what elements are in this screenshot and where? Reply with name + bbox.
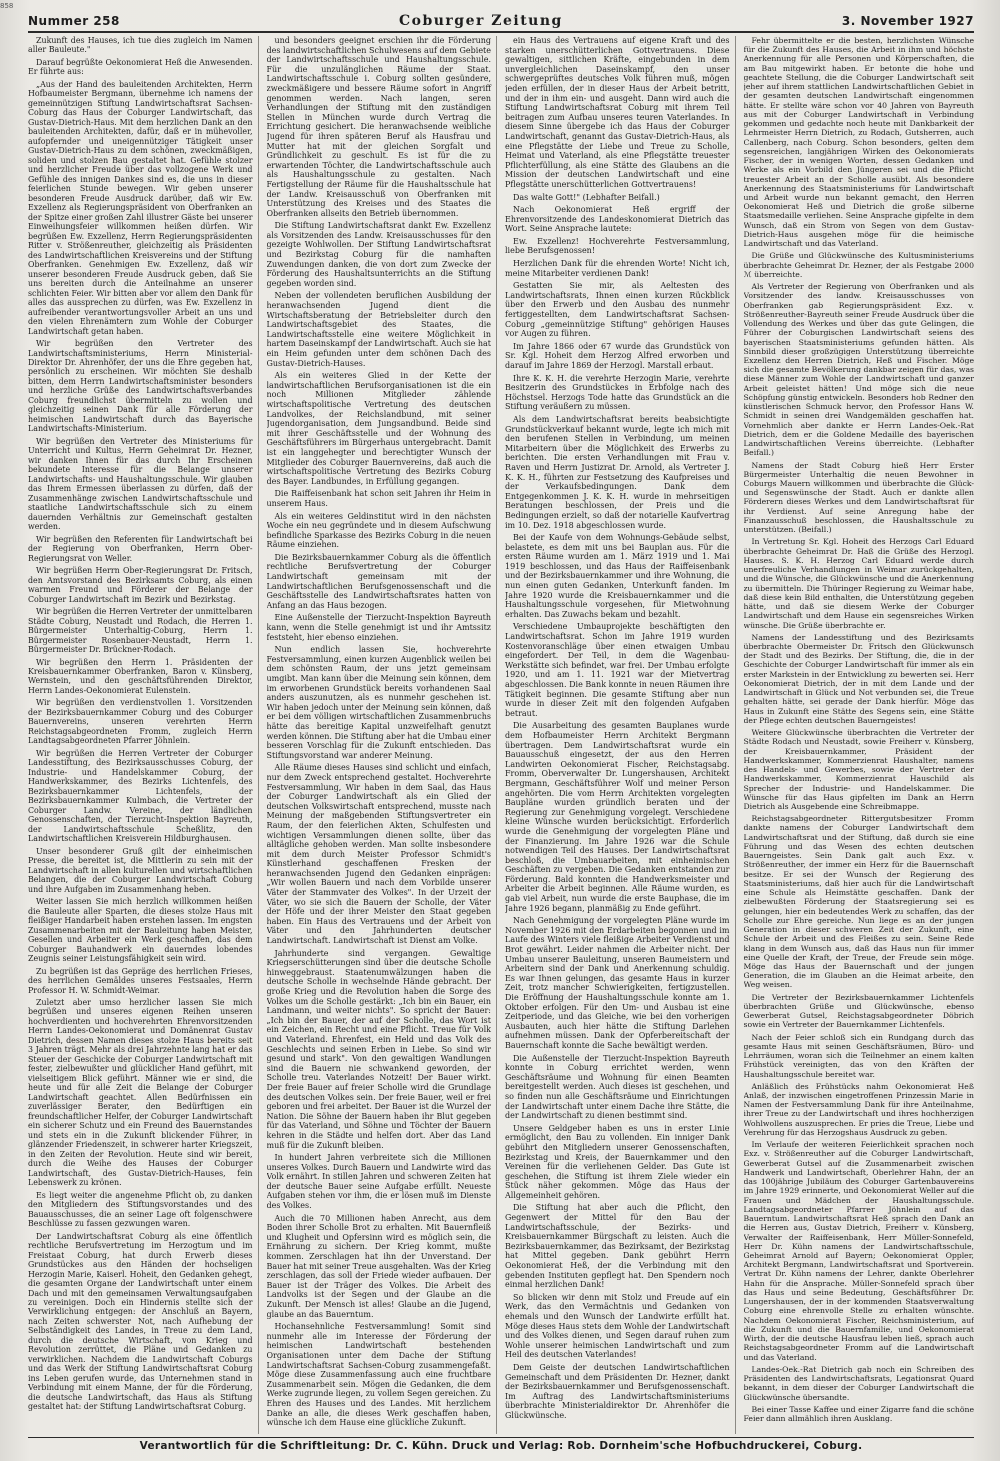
paragraph: Jahrhunderte sind vergangen. Gewaltige Kriegserschütterungen sind über die deutsche Scholle hinweggebraust. Staatenumwälzungen haben die deutsche Scholle in wechselnde Hände gebracht. Der große Krieg und die Revolution haben die Sorge des Volkes um die Scholle gestärkt: „Ich bin ein Bauer, ein Landmann, und weiter nichts". So spricht der Bauer: „Ich bin der Bauer, der auf der Scholle, das Wort ist ein Zeichen, ein Recht und eine Pflicht. Treue für Volk und Vaterland. Ehrenfest, ein Held und das Volk des Geschlechts und seinen Erben in Liebe. So sind wir gesund und stark". Von den gewaltigen Wandlungen sind die Bauern nie schwankend geworden, der Scholle treu. Vaterlandes Notzeit! Der Bauer wirkt. Der freie Bauer auf freier Scholle wird die Grundlage des deutschen Volkes sein. Der freie Bauer, weil er frei geboren und frei arbeitet. Der Bauer ist die Wurzel der Nation. Die Söhne der Bauern haben ihr Blut gegeben für das Vaterland, und Söhne und Töchter der Bauern kehren in die Städte und helfen dort. Aber das Land muß für die Zukunft bleiben. (266, 948, 491, 1150)
paragraph: Weiter lassen Sie mich herzlich willkommen heißen die Bauleute aller Sparten, die dieses stolze Haus mit fleißiger Handarbeit haben erstehen lassen. Im engsten Zusammenarbeiten mit der Bauleitung haben Meister, Gesellen und Arbeiter ein Werk geschaffen, das dem Coburger Bauhandwerk ein dauerndes lobendes Zeugnis seiner Leistungsfähigkeit sein wird. (28, 897, 253, 964)
paragraph: Landes-Oek.-Rat Dietrich gab noch ein Schreiben des Präsidenten des Landwirtschaftsrats, Legationsrat Quard bekannt, in dem dieser der Coburger Landwirtschaft die Glückwünsche übersandte. (743, 1364, 974, 1402)
paragraph: Herzlichen Dank für die ehrenden Worte! Nicht ich, meine Mitarbeiter verdienen Dank! (505, 259, 730, 278)
paragraph: Die Vertreter der Bezirksbauernkammer Lichtenfels überbrachten Grüße und Glückwünsche, ebenso Gewerberat Gutsel, Reichstagsabgeordneter Döbrich sowie ein Vertreter der Bauernkammer Lichtenfels. (743, 992, 974, 1030)
paragraph: „Aus der Hand des bauleitenden Architekten, Herrn Hofbaumeister Bergmann, übernehme ich namens der gemeinnützigen Stiftung Landwirtschaftsrat Sachsen-Coburg das Haus der Coburger Landwirtschaft, das Gustav-Dietrich-Haus. Mit dem herzlichen Dank an den bauleitenden Architekten, dafür, daß er in mühevoller, aufopfernder und uneigennütziger Tätigkeit unser Gustav-Dietrich-Haus zu dem schönen, zweckmäßigen, soliden und stolzen Bau gestaltet hat. Gefühle stolzer und herzlicher Freude über das vollzogene Werk und Gefühle des innigen Dankes sind es, die uns in dieser feierlichen Stunde bewegen. Wir geben unserer besonderen Freude Ausdruck darüber, daß wir Ew. Exzellenz als Regierungspräsident von Oberfranken an der Spitze einer großen Zahl illustrer Gäste bei unserer Einweihungsfeier willkommen heißen dürfen. Wir begrüßen Ew. Exzellenz, Herrn Regierungspräsidenten Ritter v. Strößenreuther, gleichzeitig als Präsidenten des Landwirtschaftlichen Kreisvereins und der Stiftung Oberfranken. Genehmigen Ew. Exzellenz, daß wir unserer besonderen Freude Ausdruck geben, daß Sie uns bereiten durch die Anteilnahme an unserer schlichten Feier. Wir bitten aber vor allem den Dank für alles das aussprechen zu dürfen, was Ew. Exzellenz in aufreibender verantwortungsvoller Arbeit an uns und den vielen Ehrenämtern zum Wohle der Coburger Landwirtschaft getan haben. (28, 79, 253, 336)
paragraph: Das walte Gott!" (Lebhafter Beifall.) (513, 192, 660, 202)
paragraph: Wir begrüßen Herrn Ober-Regierungsrat Dr. Fritsch, den Amtsvorstand des Bezirksamts Coburg, als einen warmen Freund und Förderer der Belange der Coburger Landwirtschaft im Bezirk und Bezirkstag. (28, 566, 253, 604)
paragraph: Zukunft des Hauses, ich tue dies zugleich im Namen aller Bauleute." (28, 36, 253, 55)
imprint-footer: Verantwortlich für die Schriftleitung: Dr. C. Kühn. Druck und Verlag: Rob. Dornheim'sche Hofbuchdruckerei, Coburg. (139, 1440, 863, 1452)
paragraph: Die Außenstelle der Tierzucht-Inspektion Bayreuth konnte in Coburg errichtet werden, wenn Geschäftsräume und Wohnung für einen Beamten bereitgestellt werden. Auch dieses ist geschehen, und so finden nun alle Geschäftsräume und Einrichtungen der Landwirtschaft unter einem Dache ihre Stätte, die der Landwirtschaft zu dienen bestimmt sind. (505, 1053, 730, 1121)
paragraph: Hochansehnliche Festversammlung! Somit sind nunmehr alle im Interesse der Förderung der heimischen Landwirtschaft bestehenden Organisationen unter dem Dache der Stiftung Landwirtschaftsrat Sachsen-Coburg zusammengefaßt. Möge diese Zusammenfassung auch eine fruchtbare Zusammenarbeit sein. Mögen die Gedanken, die dem Werke zugrunde liegen, zu vollem Segen gereichen. Zu Ehren des Hauses und des Landes. Mit herzlichem Danke an alle, die dieses Werk geschaffen haben, wünsche ich dem Hause eine glückliche Zukunft. (266, 1322, 491, 1428)
paragraph: Reichstagsabgeordneter Rittergutsbesitzer Fromm dankte namens der Coburger Landwirtschaft dem Landwirtschaftsrat und der Stiftung, daß durch sie eine Führung und das Wesen des echten deutschen Bauerngeistes. Sein Dank galt auch Exz. v. Strößenreuther, der immer ein Herz für die Bauernschaft besitze. Er sei der Wunsch der Regierung des Staatsministeriums, daß hier auch für die Landwirtschaft eine Schule als Heimstätte geschaffen. Dank der zielbewußten Förderung der Staatsregierung sei es gelungen, hier ein bedeutendes Werk zu schaffen, das der Scholle zur Ehre gereiche. Nun liege es an der jungen Generation in dieser schweren Zeit der Zukunft, eine Schule der Arbeit und des Fleißes zu sein. Seine Rede klang in dem Wunsch aus, daß das Haus nun für immer eine Quelle der Kraft, der Treue, der Freude sein möge. Möge das Haus der Bauernschaft und der jungen Generation, die im Glauben an die Heimat arbeite, den Weg weisen. (743, 814, 974, 990)
paragraph: Nach Genehmigung der vorgelegten Pläne wurde im November 1926 mit den Erdarbeiten begonnen und im Laufe des Winters viele fleißige Arbeiter Verdienst und Brot gewährt. Leider nahmen die Arbeiter nicht. Der Umbau unserer Bauleitung, unseren Baumeistern und Arbeitern sind der Dank und Anerkennung schuldig. Es war Ihnen gelungen, das gesamte Haus in kurzer Zeit, trotz mancher Schwierigkeiten, fertigzustellen. Die Eröffnung der Haushaltungsschule konnte am 1. Oktober erfolgen. Für den Um- und Ausbau ist eine Zeitperiode, und das Gleiche, wie bei den vorherigen Ausbauten, auch hier hätte die Stiftung Darlehen aufnehmen müssen. Dank der Opferbereitschaft der Bauernschaft konnte die Sache bewältigt werden. (505, 916, 730, 1050)
paragraph: Die Raiffeisenbank hat schon seit Jahren ihr Heim in unserem Haus. (266, 489, 491, 508)
paragraph: Verschiedene Umbauprojekte beschäftigten den Landwirtschaftsrat. Schon im Jahre 1919 wurden Kostenvoranschläge über einen etwaigen Umbau eingefordert. Der Teil, in dem die Wagenbau-Werkstätte sich befindet, war frei. Der Umbau erfolgte 1920, und am 1. 11. 1921 war der Mietvertrag abgeschlossen. Die Bank konnte in neuen Räumen ihre Tätigkeit beginnen. Die gesamte Stiftung aber nun wurde in dieser Zeit mit den folgenden Aufgaben betraut. (505, 622, 730, 718)
paragraph: Zu begrüßen ist das Gepräge des herrlichen Frieses, des herrlichen Gemäldes unseres Festsaales, Herrn Professor H. W. Schmidt-Weimar. (28, 966, 253, 995)
masthead (28, 12, 974, 30)
paragraph: Ew. Exzellenz! Hochverehrte Festversammlung, liebe Berufsgenossen! (505, 236, 730, 256)
paragraph: Neben der vollendeten beruflichen Ausbildung der heranwachsenden Jugend dient die Wirtschaftsberatung der Betriebsleiter durch den Landwirtschaftsgebiet des Staates, die Landwirtschaftsstelle eine weitere Möglichkeit in hartem Daseinskampf der Landwirtschaft. Auch sie hat ein Heim gefunden unter dem schönen Dach des Gustav-Dietrich-Hauses. (266, 291, 491, 368)
paragraph: Unsere Geldgeber haben es uns in erster Linie ermöglicht, den Bau zu vollenden. Ein inniger Dank gebührt den Mitgliedern unserer Genossenschaften, Bezirkstag und Kreis, der Bauernkammer und den Vereinen für die verliehenen Gelder. Das Gute ist geschehen, die Stiftung ist ihrem Ziele wieder ein Stück näher gekommen. Möge das Haus der Allgemeinheit gehören. (505, 1123, 730, 1200)
article-columns (28, 36, 974, 1434)
footer-rule (28, 1437, 974, 1438)
issue-date: 3. November 1927 (841, 14, 974, 28)
paragraph: Als ein weiteres Glied in der Kette der landwirtschaftlichen Berufsorganisationen ist die ein noch Millionen Mitglieder zählende wirtschaftspolitische Vertretung des deutschen Landvolkes, der Reichslandbund, mit seiner Jugendorganisation, dem Jungsandbund. Beide sind mit ihrer Geschäftsstelle und der Wohnung des Geschäftsführers im Bürgerhaus untergebracht. Damit ist ein langgehegter und berechtigter Wunsch der Mitglieder des Coburger Bauernvereins, daß auch die wirtschaftspolitische Vertretung des Bezirks Coburg des Bayer. Landbundes, in Erfüllung gegangen. (266, 371, 491, 486)
masthead-rule (28, 31, 974, 33)
paragraph: Eine Außenstelle der Tierzucht-Inspektion Bayreuth kann, wenn die Stelle genehmigt ist und ihr Amtssitz feststeht, hier ebenso einziehen. (266, 613, 491, 642)
paragraph: Im Verlaufe der weiteren Feierlichkeit sprachen noch Exz. v. Strößenreuther auf die Coburger Landwirtschaft, Gewerberat Gutsel auf die Zusammenarbeit zwischen Handwerk und Landwirtschaft, Oberlehrer Hahn, der an das 100jährige Jubiläum des Coburger Gartenbauvereins im Jahre 1929 erinnerte, und Oekonomierat Weller auf die Frauen und Mädchen der Haushaltungsschule. Landtagsabgeordneter Pfarrer Jöhnlein auf das Bauerntum. Landwirtschaftsrat Heß sprach den Dank an die Herren aus, Gustav Dietrich, Freiherr v. Künsberg, Verwalter der Raiffeisenbank, Herr Müller-Sonnefeld, Herr Dr. Kühn namens der Landwirtschaftsschule, Geheimrat Arnold auf Bayern; Oekonomierat Oppler, Architekt Bergmann, Landwirtschaftsrat und Sportverein. Vertrat Dr. Kühn namens der Lehrer, dankte Oberlehrer Hahn für die Ansprache. Müller-Sonnefeld sprach über das Haus und seine Bedeutung, Geschäftsführer Dr. Lungershausen, der in der kommenden Staatsverwaltung Coburg eine ehrenvolle Stelle zu erhalten wünschte. Nachdem Oekonomierat Fischer, Reichsministerium, auf die Zukunft und die Bauernfamilie, und Oekonomierat Wirth, der die deutsche Hausfrau leben ließ, sprach auch Reichstagsabgeordneter Fromm auf die Landwirtschaft und das Vaterland. (743, 1140, 974, 1362)
paragraph: So blicken wir denn mit Stolz und Freude auf ein Werk, das den Vermächtnis und Gedanken von ehemals und den Wunsch der Landwirte erfüllt hat. Möge dieses Haus stets dem Wohle der Landwirtschaft und des Volkes dienen, und Segen darauf ruhen zum Wohle unserer heimischen Landwirtschaft und zum Heil des deutschen Vaterlandes! (505, 1292, 730, 1360)
paragraph: Nach der Feier schloß sich ein Rundgang durch das gesamte Haus mit seinen Geschäftsräumen, Büro- und Lehrräumen, woran sich die Teilnehmer an einem kalten Frühstück vereinigten, das von den Kräften der Haushaltungsschule bereitet war. (743, 1032, 974, 1079)
paragraph: Nach Oekonomierat Heß ergriff der Ehrenvorsitzende des Landeskonomierat Dietrich das Wort. Seine Ansprache lautete: (505, 205, 730, 234)
paragraph: Im Jahre 1866 oder 67 wurde das Grundstück von Sr. Kgl. Hoheit dem Herzog Alfred erworben und darauf im Jahre 1869 der Herzogl. Marstall erbaut. (505, 341, 730, 370)
paragraph: Gestatten Sie mir, als Aeltesten des Landwirtschaftsrats, Ihnen einen kurzen Rückblick über den Erwerb und den Ausbau des nunmehr fertiggestellten, dem Landwirtschaftsrat Sachsen-Coburg „gemeinnützige Stiftung" gehörigen Hauses vor Augen zu führen. (505, 281, 730, 339)
paragraph: Anläßlich des Frühstücks nahm Oekonomierat Heß Anlaß, der inzwischen eingetroffenen Prinzessin Marie in Namen der Festversammlung Dank für ihre Anteilnahme, ihrer Treue zu der Landwirtschaft und ihres hochherzigen Wohlwollens auszusprechen. Er pries die Treue, Liebe und Verehrung für das Herzogshaus Ausdruck zu geben. (743, 1081, 974, 1137)
paragraph: Wir begrüßen den Referenten für Landwirtschaft bei der Regierung von Oberfranken, Herrn Ober-Regierungsrat von Weller. (28, 534, 253, 563)
paragraph: Auch die 70 Millionen haben Anrecht, aus dem Boden ihrer Scholle Brot zu erhalten. Mit Bauernfleiß und Klugheit und Opfersinn wird es möglich sein, die Ernährung zu sichern. Der Krieg kommt, mußte kommen. Zerschlagen hat ihn der Unverstand. Der Bauer hat mit seiner Treue ausgehalten. Was der Krieg zerschlagen, das soll der Friede wieder aufbauen. Der Bauer ist der Träger des Volkes. Die Arbeit des Landvolks ist der Segen und der Glaube an die Zukunft. Der Mensch ist alles! Glaube an die Jugend, glaube an das Bauerntum. (266, 1213, 491, 1319)
paragraph: Namens der Landesstiftung und des Bezirksamts überbrachte Obermeister Dr. Fritsch den Glückwunsch der Stadt und des Bezirks. Der Stiftung, die, die in der Geschichte der Coburger Landwirtschaft für immer als ein erster Markstein in der Entwicklung zu bewerten sei. Herr Oekonomierat Dietrich, der in mit dem Lande und der Landwirtschaft in Glück und Not verbunden sei, die Treue gehalten hätte, sei gerade der Dank hierfür. Möge das Haus in Zukunft eine Stätte des Segens sein, eine Stätte der Pflege echten deutschen Bauerngeistes! (743, 632, 974, 725)
paragraph: Wir begrüßen die Herren Vertreter der Coburger Landesstiftung, des Bezirksausschusses Coburg, der Industrie- und Handelskammer Coburg, der Handwerkskammer, des Bezirks Lichtenfels, des Bezirksbauernkammer Lichtenfels, der Bezirksbauernkammer Kulmbach, die Vertreter der Coburger Landw. Vereine, der ländlichen Genossenschaften, der Tierzucht-Inspektion Bayreuth, der Landwirtschaftsschule Scheßlitz, den Landwirtschaftlichen Kreisverein Hildburghausen. (28, 748, 253, 844)
paragraph: Zuletzt aber umso herzlicher lassen Sie mich begrüßen und unseres eigenen Reihen unseren hochverdienten und hochverehrten Ehrenvorsitzenden Herrn Landes-Oekonomierat und Domänenrat Gustav Dietrich, dessen Namen dieses stolze Haus bereits seit 3 Jahren trägt. Mehr als drei Jahrzehnte lang hat er das Steuer der Geschicke der Coburger Landwirtschaft mit fester, zielbewußter und glücklicher Hand geführt, mit vielseitigem Blick geführt. Männer wie er sind, die heute und für alle Zeit die Belange der Coburger Landwirtschaft geachtet. Allen Bedürfnissen ein zuverlässiger Berater, den Bedürftigen ein freundschaftlicher Helfer, der Coburger Landwirtschaft ein sicherer Schutz und ein Freund des Bauernstandes und stets ein in die Zukunft blickender Führer, in glänzender Friedenszeit, in schwerer harter Kriegszeit, in den Zeiten der Revolution. Heute sind wir bereit, durch die Weihe des Hauses der Coburger Landwirtschaft, des Gustav-Dietrich-Hauses, fein Lebenswerk zu krönen. (28, 997, 253, 1188)
paragraph: Die Ausarbeitung des gesamten Bauplanes wurde dem Hofbaumeister Herrn Architekt Bergmann übertragen. Dem Landwirtschaftsrat wurde ein Bauausschuß eingesetzt, der aus den Herren Landwirten Oekonomierat Fischer, Reichstagsabg. Fromm, Oberverwalter Dr. Lungershausen, Architekt Bergmann, Geschäftsführer Wolf und meiner Person angehörten. Die vom Herrn Architekten vorgelegten Baupläne wurden gründlich beraten und der Regierung zur Genehmigung vorgelegt. Verschiedene kleine Wünsche wurden berücksichtigt. Erforderlich wurde die Genehmigung der vorgelegten Pläne und der Finanzierung. Im Jahre 1926 war die Schule notwendigen Teil des Hauses. Der Landwirtschaftsrat beschloß, die Umbauarbeiten, mit einheimischen Geschäften zu vergeben. Die Gedanken entstanden zur Förderung. Bald konnten die Handwerksmeister und Arbeiter die Arbeit beginnen. Alle Räume wurden, es gab viel Arbeit, nun wurde die erste Bauphase, die im Jahre 1926 begann, planmäßig zu Ende geführt. (505, 721, 730, 913)
archive-mark: 858 (0, 2, 14, 10)
paragraph: Ihre K. K. H. die verehrte Herzogin Marie, verehrte Besitzerin des Grundstückes in Erbfolge nach des Höchstsel. Herzogs Tode hatte das Grundstück an die Stiftung veräußern zu müssen. (505, 373, 730, 412)
paragraph: Bei einer Tasse Kaffee und einer Zigarre fand die schöne Feier dann allmählich ihren Ausklang. (743, 1404, 974, 1423)
paragraph: Nun endlich lassen Sie, hochverehrte Festversammlung, einen kurzen Augenblick weilen bei dem schönsten Raum, der uns jetzt gemeinsam umgibt. Man kann über die Meinung sein können, dem im erworbenen Grundstück bereits vorhandenen Saal anders auszunutzen, als es nunmehr geschehen ist. Wir haben jedoch unter der Meinung sein können, daß er bei dem völligen wirtschaftlichen Zusammenbruchs hätte das bereitige Kapital unzweifelhaft genutzt werden können. Die Stiftung aber hat die Umbau einer besseren Vorschlag für die Zukunft entschieden. Das Stiftungsvorstand war anderer Meinung. (266, 645, 491, 760)
paragraph: Wir begrüßen den Vertreter des Landwirtschaftsministeriums, Herrn Ministerial-Direktor Dr. Ahrenhöfer, der uns die Ehre gegeben hat, persönlich zu erscheinen. Wir möchten Sie deshalb bitten, dem Herrn Landwirtschaftsminister besonders und herzliche Grüße des Landwirtschaftsverbandes Coburg freundlichst übermitteln zu wollen und gleichzeitig seinen Dank für alle Förderung der heimischen Landwirtschaft durch das Bayerische Landwirtschafts-Ministerium. (28, 339, 253, 434)
column-4 (744, 36, 975, 1434)
paragraph: Als ein weiteres Geldinstitut wird in den nächsten Woche ein neu gegründete und in diesem Aufschwung befindliche Sparkasse des Bezirks Coburg in die neuen Räume einziehen. (266, 511, 491, 550)
paragraph: und besonders geeignet erschien ihr die Förderung des landwirtschaftlichen Schulwesens auf dem Gebiete der Landwirtschaftsschule und Haushaltungsschule. Für die unzulänglichen Räume der Staat. Landwirtschaftsschule i. Coburg sollten gesündere, zweckmäßigere und bessere Räume sofort in Angriff genommen werden. Nach langen, seren Verhandlungen der Stiftung mit den zuständigen Stellen in München wurde durch Vertrag die Errichtung gesichert. Die heranwachsende weibliche Jugend für ihren späteren Beruf als Hausfrau und Mutter hat mit der gleichen Sorgfalt und Gründlichkeit zu geschult. Es ist für die zu erwartenden Töchter, die Landwirtschaftsschule auch als Haushaltungsschule zu gestalten. Nach Fertigstellung der Räume für die Haushaltsschule hat der Landw. Kreisausschuß von Oberfranken mit Unterstützung des Kreises und des Staates die Oberfranken allseits den Betrieb übernommen. (266, 36, 491, 218)
paragraph: Die Bezirksbauernkammer Coburg als die öffentlich rechtliche Berufsvertretung der Coburger Landwirtschaft gemeinsam mit der Landwirtschaftlichen Berufsgenossenschaft und die Geschäftsstelle des Landwirtschaftsrates hatten von Anfang an das Haus bezogen. (266, 552, 491, 610)
paragraph: Wir begrüßen den Herrn 1. Präsidenten der Kreisbauernkammer Oberfranken, Baron v. Künsberg, Wernstein, und den geschäftsführenden Direktor, Herrn Landes-Oekonomierat Eulenstein. (28, 657, 253, 695)
paragraph: Wir begrüßen den verdienstvollen 1. Vorsitzenden der Bezirksbauernkammer Coburg und des Coburger Bauernvereins, unseren verehrten Herrn Reichstagsabgeordneten Fromm, zugleich Herrn Landtagsabgeordneten Pfarrer Jöhnlein. (28, 698, 253, 746)
paragraph: In hundert Jahren verbreitete sich die Millionen unseres Volkes. Durch Bauern und Landwirte wird das Volk ernährt. In stillen Jahren und schweren Zeiten hat der deutsche Bauer seine Aufgabe erfüllt. Neueste Aufgaben stehen vor ihm, die er lösen muß im Dienste des Volkes. (266, 1153, 491, 1211)
paragraph: Fehr übermittelte er die besten, herzlichsten Wünsche für die Zukunft des Hauses, die Arbeit in ihm und höchste Anerkennung für alle Personen und Körperschaften, die am Bau mitgewirkt haben. Er betonte die hohe und geachtete Stellung, die die Coburger Landwirtschaft seit jeher auf ihrem stattlichen Landwirtschaftlichen Gebiet in der gesamten deutschen Landwirtschaft eingenommen hätte. Er stellte wäre schon vor 40 Jahren von Bayreuth aus mit der Coburger Landwirtschaft in Verbindung gekommen und gedachte noch heute mit Dankbarkeit der Lehrmeister Herrn Dietrich, zu Rodach, Gutsherren, auch Callenberg, nach Coburg. Schon besonders, gelten dem segensreichen, langjährigen Wirken des Oekonomierats Fischer, der in wenigen Worten, dessen Gedanken und Werke als ein Vorbild den Jüngeren sei und die Pflicht treuester Arbeit an der Scholle ausübt. Als besondere Anerkennung des Staatsministeriums für Landwirtschaft und Arbeit wurde nun bekannt gemacht, den Herren Oekonomierat Heß und Dietrich die große silberne Staatsmedaille verliehen. Seine Ansprache gipfelte in dem Wunsch, daß ein Strom von Segen von dem Gustav-Dietrich-Haus ausgehen möge für die heimische Landwirtschaft und das Vaterland. (743, 36, 974, 249)
column-1 (28, 36, 259, 1434)
newspaper-title: Coburger Zeitung (398, 13, 563, 29)
paragraph: Unser besonderer Gruß gilt der einheimischen Presse, die bereitet ist, die Mittlerin zu sein mit der Landwirtschaft in allen kulturellen und wirtschaftlichen Belangen, die der Coburger Landwirtschaft Coburg und ihre Aufgaben im Zusammenhang heben. (28, 846, 253, 894)
paragraph: Die Grüße und Glückwünsche des Kultusministeriums überbrachte Geheimrat Dr. Hezner, der als Festgabe 2000 ℳ überreichte. (743, 251, 974, 279)
column-3 (505, 36, 736, 1434)
paragraph: Als Vertreter der Regierung von Oberfranken und als Vorsitzender des landw. Kreisausschusses von Oberfranken gab Regierungspräsident Exz. v. Strößenreuther-Bayreuth seiner Freude Ausdruck über die Vollendung des Werkes und über das gute Gelingen, die Führer der Coburgischen Landwirtschaft seiens des bayerischen Staatsministeriums gefunden hätten. Als Sinnbild dieser großzügigen Unterstützung überreichte Exzellenz den Herren Dietrich, Heß und Fischer. Möge sich die gesamte Bevölkerung dankbar zeigen für das, was diese Männer zum Wohle der Landwirtschaft und ganzer Arbeit geleistet hätten! Und möge sich die neue Schöpfung günstig entwickeln. Besonders hob Redner den künstlerischen Schmuck hervor, den Professor Hans W. Schmidt in seinen drei Wandgemälden geschaffen hat. Vornehmlich aber dankte er Herrn Landes-Oek.-Rat Dietrich, dem er die Goldene Medaille des bayerischen Landwirtschaftlichen Vereins überreichte. (Lebhafter Beifall.) (743, 282, 974, 458)
paragraph: Die Stiftung Landwirtschaftsrat dankt Ew. Exzellenz als Vorsitzenden des Landw. Kreisausschusses für den gezeigte Wohlwollen. Der Stiftung Landwirtschaftsrat und Bezirkstag Coburg für die namhaften Zuwendungen danken, die von dort zum Zwecke der Förderung des Haushaltsunterrichts an die Stiftung gegeben worden sind. (266, 221, 491, 288)
paragraph: Alle Räume dieses Hauses sind schlicht und einfach, nur dem Zweck entsprechend gestaltet. Hochverehrte Festversammlung, Wir haben in dem Saal, das Haus der Coburger Landwirtschaft als ein Glied der deutschen Volkswirtschaft entsprechend, musste nach Meinung der maßgebenden Stiftungsvertreter ein Raum, der den feierlichen Akten, Schulfesten und wichtigen Versammlungen dienen sollte, über das alltägliche gehoben werden. Man sollte insbesondere mit dem durch Meister Professor Schmidt's Künstlerhand geschaffenen Fresken der heranwachsenden Jugend den Gedanken einprägen: „Wir wollen Bauern und nach dem Vorbilde unserer Väter der Stammvater des Volkes". In der Urzeit der Väter, wo sie sich die Bauern der Scholle, der Väter der Höfe und der ihrer Meister den Staat gegeben haben. Ein Haus des Vertrauens und der Arbeit von Väter und den Jahrhunderten deutscher Landwirtschaft. Landwirtschaft ist Dienst am Volke. (266, 763, 491, 946)
paragraph: Weitere Glückwünsche überbrachten die Vertreter der Städte Rodach und Neustadt, sowie Freiherr v. Künsberg, der Kreisbauernkammer, Präsident der Handwerkskammer, Kommerzienrat Haushalter, namens des Handels- und Gewerbes, sowie der Vertreter der Handwerkskammer, Kommerzienrat Hauschild als Sprecher der Industrie- und Handelskammer. Die Wünsche für das Haus gipfelten im Dank an Herrn Dietrich als Ausgebende eine Schreibmappe. (743, 728, 974, 811)
paragraph: Als dem Landwirtschaftsrat bereits beabsichtigte Grundstückverkauf bekannt wurde, legte ich mich mit den berufenen Stellen in Verbindung, um meinen Mitarbeitern über die Möglichkeit des Erwerbs zu berichten. Die ersten Verhandlungen mit Frau v. Raven und Herrn Justizrat Dr. Arnold, als Vertreter J. K. K. H., führten zur Festsetzung des Kaufpreises und der Verkaufsbedingungen. Dank dem Entgegenkommen J. K. K. H. wurde in mehrseitigen Beratungen beschlossen, der Preis und die Bedingungen erzielt, so daß der notarielle Kaufvertrag im 10. Dez. 1918 abgeschlossen wurde. (505, 414, 730, 530)
paragraph: Es liegt weiter die angenehme Pflicht ob, zu danken den Mitgliedern des Stiftungsvorstandes und des Bauausschusses, die an seiner Lage oft folgenschwere Beschlüsse zu fassen gezwungen waren. (28, 1190, 253, 1229)
paragraph: In Vertretung Sr. Kgl. Hoheit des Herzogs Carl Eduard überbrachte Geheimrat Dr. Haß die Grüße des Herzogl. Hauses. S. K. H. Herzog Carl Eduard werde durch unerfreuliche Verhandlungen in Weimar zurückgehalten, und die Wünsche, die Glückwünsche und die Anerkennung zu übermitteln. Die Thüringer Regierung zu Weimar habe, daß diese kein Bild enthalten, die Unterstützung gegeben hätte, und daß sie diesem Werke der Coburger Landwirtschaft und dem Hause ein segensreiches Wirken wünsche. Die Grüße überbrachte er. (743, 537, 974, 630)
paragraph: Dem Geiste der deutschen Landwirtschaftlichen Gemeinschaft und dem Präsidenten Dr. Hezner, dankt der Bezirksbauernkammer und Berufsgenossenschaft. Im Auftrag des Landwirtschaftsministeriums überbrachte Ministerialdirektor Dr. Ahrenhöfer die Glückwünsche. (505, 1362, 730, 1420)
issue-number: Nummer 258 (28, 14, 120, 28)
paragraph: Die Stiftung hat aber auch die Pflicht, den Gegenwert der Mittel für den Bau der Landwirtschaftsschule, der Bezirks- und Kreisbauernkammer Bürgschaft zu leisten. Auch die Bezirksbauernkammer, das Bezirksamt, der Bezirkstag hat Mittel gegeben. Dank gebührt Herrn Oekonomierat Heß, der die Verbindung mit den gebenden Instituten gepflegt hat. Den Spendern noch einmal herzlichen Dank! (505, 1203, 730, 1290)
paragraph: Darauf begrüßte Oekonomierat Heß die Anwesenden. Er führte aus: (28, 57, 253, 77)
paragraph: Wir begrüßen den Vertreter des Ministeriums für Unterricht und Kultus, Herrn Geheimrat Dr. Hezner, wir danken Ihnen für das durch Ihr Erscheinen bekundete Interesse für die Belange unserer Landwirtschafts- und Haushaltungsschule. Wir glauben das Ihrem Ermessen überlassen zu dürfen, daß der Zusammenhänge zwischen Landwirtschaftsschule und staatliche Landwirtschaftsschule sich zu einem dauernden Verhältnis zur Gemeinschaft gestalten werden. (28, 436, 253, 532)
paragraph: ein Haus des Vertrauens auf eigene Kraft und des starken unerschütterlichen Gottvertrauens. Diese gewaltigen, sittlichen Kräfte, eingebunden in dem unvergleichlichen Daseinskampf, den unser schwergeprüftes deutsches Volk führen muß, mögen jeden erfüllen, der in dieser Haus der Arbeit betritt, und der in ihm ein- und ausgeht. Dann wird auch die Stiftung Landwirtschaftsrat Coburg mit ihrem Teil beitragen zum Aufbau unseres teuren Vaterlandes. In diesem Sinne übergebe ich das Haus der Coburger Landwirtschaft, genannt das Gustav-Dietrich-Haus, als eine Pflegstätte der Liebe und Treue zu Scholle, Heimat und Vaterland, als eine Pflegstätte treuester Pflichterfüllung, als eine Stätte des Glaubens an die Mission der deutschen Landwirtschaft und eine Pflegstätte unerschütterlichen Gottvertrauens! (505, 36, 730, 189)
paragraph: Der Landwirtschaftsrat Coburg als eine öffentlich rechtliche Berufsvertretung im Herzogtum und im Freistaat Coburg, hat durch Erwerb dieses Grundstückes aus den Händen der hochseligen Herzogin Marie, Kaiserl. Hoheit, den Gedanken gehegt, die gesamten Organe der Landwirtschaft unter einem Dach und mit den gemeinsamen Verwaltungsaufgaben zu vereinigen. Doch ein Hindernis stellte sich der Verwirklichung entgegen: der Anschluß an Bayern, nach Zeiten schwerster Not, nach Aufhebung der Selbständigkeit des Landes, in Treue zu dem Land, durch die deutsche Wirtschaft, von Krieg und Revolution zerrüttet, die Pläne und Gedanken zu verwirklichen. Nachdem die Landwirtschaft Coburgs und das Werk der Stiftung Landwirtschaftsrat Coburg ins Leben gerufen wurde, das Unternehmen stand in Verbindung mit einem Manne, der für die Förderung, die deutsche Landwirtschaft, das Haus als Stiftung gestaltet hat: der Stiftung Landwirtschaftsrat Coburg. (28, 1231, 253, 1412)
paragraph: Bei der Kaufe von dem Wohnungs-Gebäude selbst, belastete, es dem mit uns bei Bauplan aus. Für die ersten Räume wurden am 1. März 1919 und 1. Mai 1919 beschlossen, und das Haus der Raiffeisenbank und der Bezirksbauernkammer und ihre Wohnung, die nun einen guten Gedanken, Unterkunft fanden. Im Jahre 1920 wurde die Kreisbauernkammer und die Haushaltungsschule vorgesehen, für Mietwohnung erhalten. Das Zuwachs bekam und bezahlt. (505, 533, 730, 619)
paragraph: Wir begrüßen die Herren Vertreter der unmittelbaren Städte Coburg, Neustadt und Rodach, die Herren 1. Bürgermeister Unterhaltig-Coburg, Herrn 1. Bürgermeister Rosenbauer-Neustadt, Herrn 1. Bürgermeister Dr. Brückner-Rodach. (28, 607, 253, 655)
paragraph: Namens der Stadt Coburg hieß Herr Erster Bürgermeister Unterhaltig die neuen Bewohner in Coburgs Mauern willkommen und überbrachte die Glück- und Segenswünsche der Stadt. Auch er dankte allen Förderern dieses Werkes und dem Landwirtschaftsrat für ihr Verdienst. Auf seine Anregung habe der Finanzausschuß beschlossen, die Haushaltsschule zu unterstützen. (Beifall.) (743, 460, 974, 535)
column-2 (267, 36, 498, 1434)
